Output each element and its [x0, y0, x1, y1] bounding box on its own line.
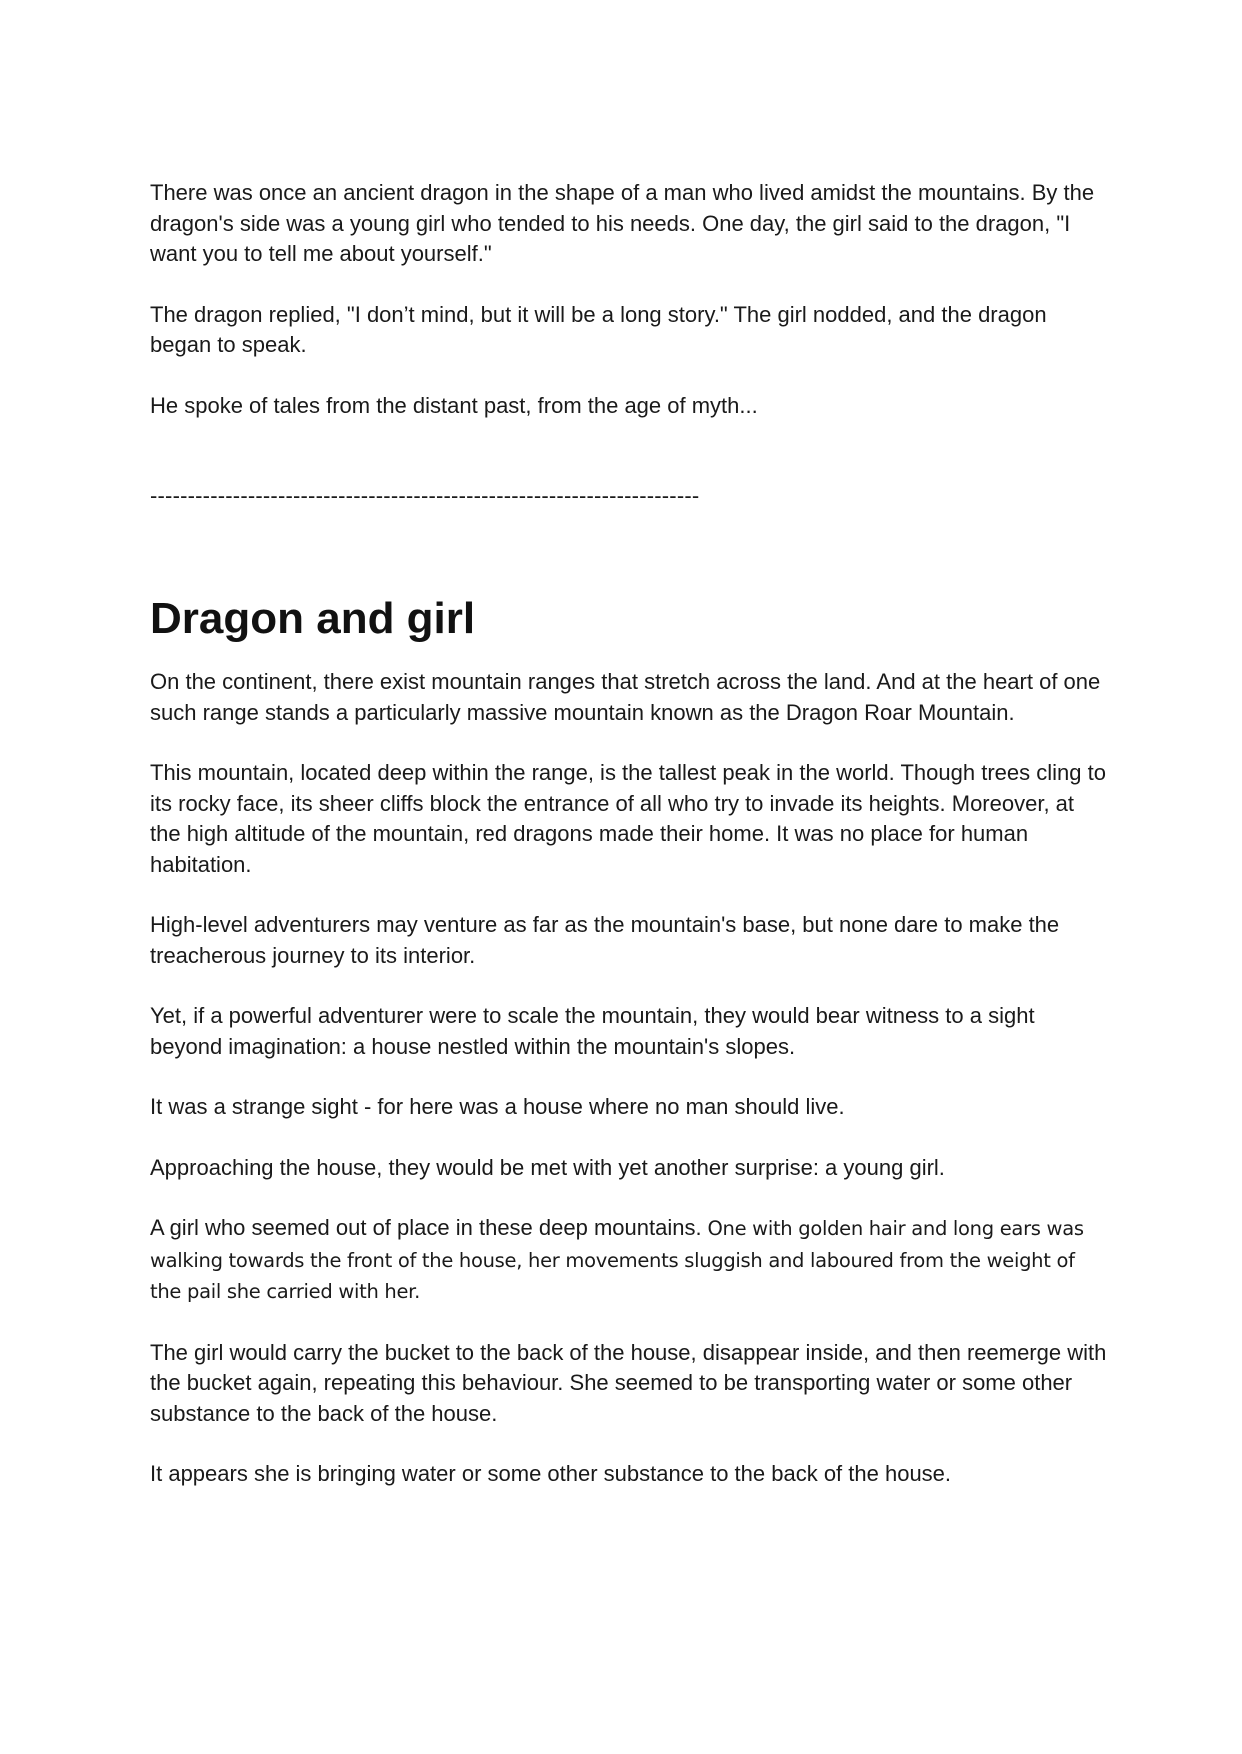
chapter-title: Dragon and girl: [150, 594, 476, 643]
intro-paragraph-1: There was once an ancient dragon in the shape of a man who lived amidst the mountains. By the dragon's side was a young girl who tended to his needs. One day, the girl said to the dragon, "I want you to tell me about yourself.": [150, 180, 1095, 266]
chapter-paragraph: This mountain, located deep within the range, is the tallest peak in the world. Though trees cling to its rocky face, its sheer cliffs block the entrance of all who try to invade its heights. Moreover, at the high altitude of the mountain, red dragons made their home. It was no place for human habitation.: [150, 760, 1106, 877]
chapter-paragraph: The girl would carry the bucket to the back of the house, disappear inside, and then reemerge with the bucket again, repeating this behaviour. She seemed to be transporting water or some other substance to the back of the house.: [150, 1339, 1107, 1426]
chapter-paragraph: High-level adventurers may venture as far as the mountain's base, but none dare to make the treacherous journey to its interior.: [150, 912, 1060, 968]
intro-paragraph-3: He spoke of tales from the distant past, from the age of myth...: [150, 392, 758, 418]
document-page: [150, 178, 1110, 1490]
mixed-paragraph-part2: One with golden hair and long ears was walking towards the front of the house, her movements sluggish and laboured from the weight of the pail she carried with her.: [150, 1217, 1084, 1303]
chapter-paragraph: On the continent, there exist mountain ranges that stretch across the land. And at the heart of one such range stands a particularly massive mountain known as the Dragon Roar Mountain.: [150, 669, 1101, 725]
mixed-paragraph-part1: A girl who seemed out of place in these deep mountains.: [150, 1215, 702, 1240]
chapter-paragraph: It appears she is bringing water or some other substance to the back of the house.: [150, 1461, 952, 1486]
chapter-paragraph-mixed: [150, 1213, 1110, 1308]
chapter-paragraph: It was a strange sight - for here was a house where no man should live.: [150, 1094, 845, 1119]
chapter-paragraph: Yet, if a powerful adventurer were to scale the mountain, they would bear witness to a sight beyond imagination: a house nestled within the mountain's slopes.: [150, 1003, 1035, 1059]
intro-paragraph-2: The dragon replied, "I don’t mind, but it will be a long story." The girl nodded, and the dragon began to speak.: [150, 301, 1047, 357]
section-divider: -------------------------------------------------------------------------: [150, 483, 700, 508]
chapter-paragraph: Approaching the house, they would be met with yet another surprise: a young girl.: [150, 1154, 945, 1180]
